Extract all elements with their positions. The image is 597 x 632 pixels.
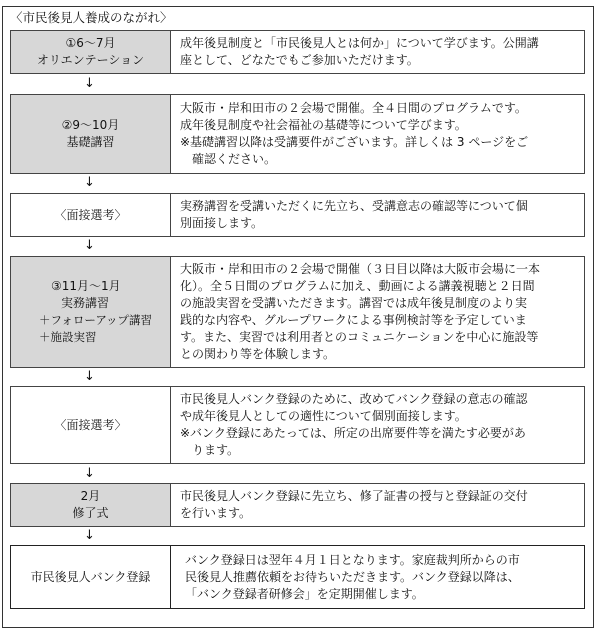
step-bank-registration	[10, 545, 585, 609]
desc-line: バンク登録日は翌年４月１日となります。家庭裁判所からの市	[185, 552, 520, 567]
step-title: 市民後見人バンク登録	[30, 569, 151, 584]
step-label	[11, 546, 171, 608]
step-description	[171, 484, 584, 526]
step-subitem: ＋フォローアップ講習	[39, 313, 153, 327]
step-period: ②9～10月	[61, 118, 120, 132]
desc-line: 確認ください。	[180, 152, 277, 166]
desc-line: 市民後見人バンク登録に先立ち、修了証書の授与と登録証の交付	[180, 489, 528, 503]
step-description	[171, 387, 584, 463]
desc-line: や成年後見人としての適性について個別面接します。	[180, 409, 467, 423]
step-practical-course	[10, 256, 585, 368]
down-arrow-icon: ↓	[84, 466, 95, 481]
step-label	[11, 31, 171, 73]
desc-line: 「バンク登録者研修会」を定期開催します。	[185, 586, 424, 601]
desc-line: 成年後見制度や社会福祉の基礎等について学びます。	[180, 118, 467, 132]
step-label	[11, 257, 171, 367]
desc-line: を行います。	[180, 506, 252, 520]
step-period: ①6～7月	[65, 36, 116, 50]
desc-line: 実務講習を受講いただくに先立ち、受講意志の確認等について個	[180, 199, 528, 213]
down-arrow-icon: ↓	[84, 238, 95, 253]
desc-line: 践的な内容や、グループワークによる事例検討等を予定していま	[180, 313, 527, 327]
desc-line: 別面接します。	[180, 216, 264, 230]
down-arrow-icon: ↓	[84, 528, 95, 543]
step-description	[171, 95, 584, 173]
step-title: 〈面接選考〉	[54, 417, 127, 432]
step-period: 2月	[80, 489, 101, 503]
step-description	[171, 194, 584, 236]
desc-line: 成年後見制度と「市民後見人とは何か」について学びます。公開講	[180, 36, 539, 50]
desc-line: ※バンク登録にあたっては、所定の出席要件等を満たす必要があ	[180, 426, 526, 440]
step-description	[171, 31, 584, 73]
step-title: 実務講習	[61, 296, 110, 310]
step-label	[11, 95, 171, 173]
step-orientation	[10, 30, 585, 74]
down-arrow-icon: ↓	[84, 175, 95, 190]
desc-line: の施設実習を受講いただきます。講習では成年後見制度のより実	[180, 296, 528, 310]
down-arrow-icon: ↓	[84, 369, 95, 384]
desc-line: 大阪市・岸和田市の２会場で開催。全４日間のプログラムです。	[180, 101, 527, 115]
step-interview-1	[10, 193, 585, 237]
desc-line: との関わり等を体験します。	[180, 347, 336, 361]
desc-line: 市民後見人バンク登録のために、改めてバンク登録の意志の確認	[180, 392, 528, 406]
desc-line: 化）。全５日間のプログラムに加え、動画による講義視聴と２日間	[180, 279, 535, 293]
step-description	[171, 546, 584, 608]
step-basic-course	[10, 94, 585, 174]
step-title: 修了式	[72, 506, 109, 520]
step-description	[171, 257, 584, 367]
desc-line: 民後見人推薦依頼をお待ちいただきます。バンク登録以降は、	[185, 569, 520, 584]
step-title: オリエンテーション	[36, 53, 145, 67]
desc-line: ります。	[180, 443, 240, 457]
desc-line: 大阪市・岸和田市の２会場で開催（３日目以降は大阪市会場に一本	[180, 262, 541, 276]
desc-line: す。また、実習では利用者とのコミュニケーションを中心に施設等	[180, 330, 539, 344]
diagram-heading: 〈市民後見人養成のながれ〉	[10, 10, 173, 25]
step-title: 〈面接選考〉	[54, 207, 127, 222]
step-interview-2	[10, 386, 585, 464]
down-arrow-icon: ↓	[84, 76, 95, 91]
step-subitem: ＋施設実習	[39, 330, 97, 344]
step-graduation	[10, 483, 585, 527]
step-title: 基礎講習	[66, 135, 115, 149]
step-label	[11, 387, 171, 463]
step-label	[11, 484, 171, 526]
desc-line: ※基礎講習以降は受講要件がございます。詳しくは 3 ページをご	[180, 135, 529, 149]
step-label	[11, 194, 171, 236]
step-period: ③11月～1月	[51, 279, 121, 293]
desc-line: 座として、どなたでもご参加いただけます。	[180, 53, 419, 67]
